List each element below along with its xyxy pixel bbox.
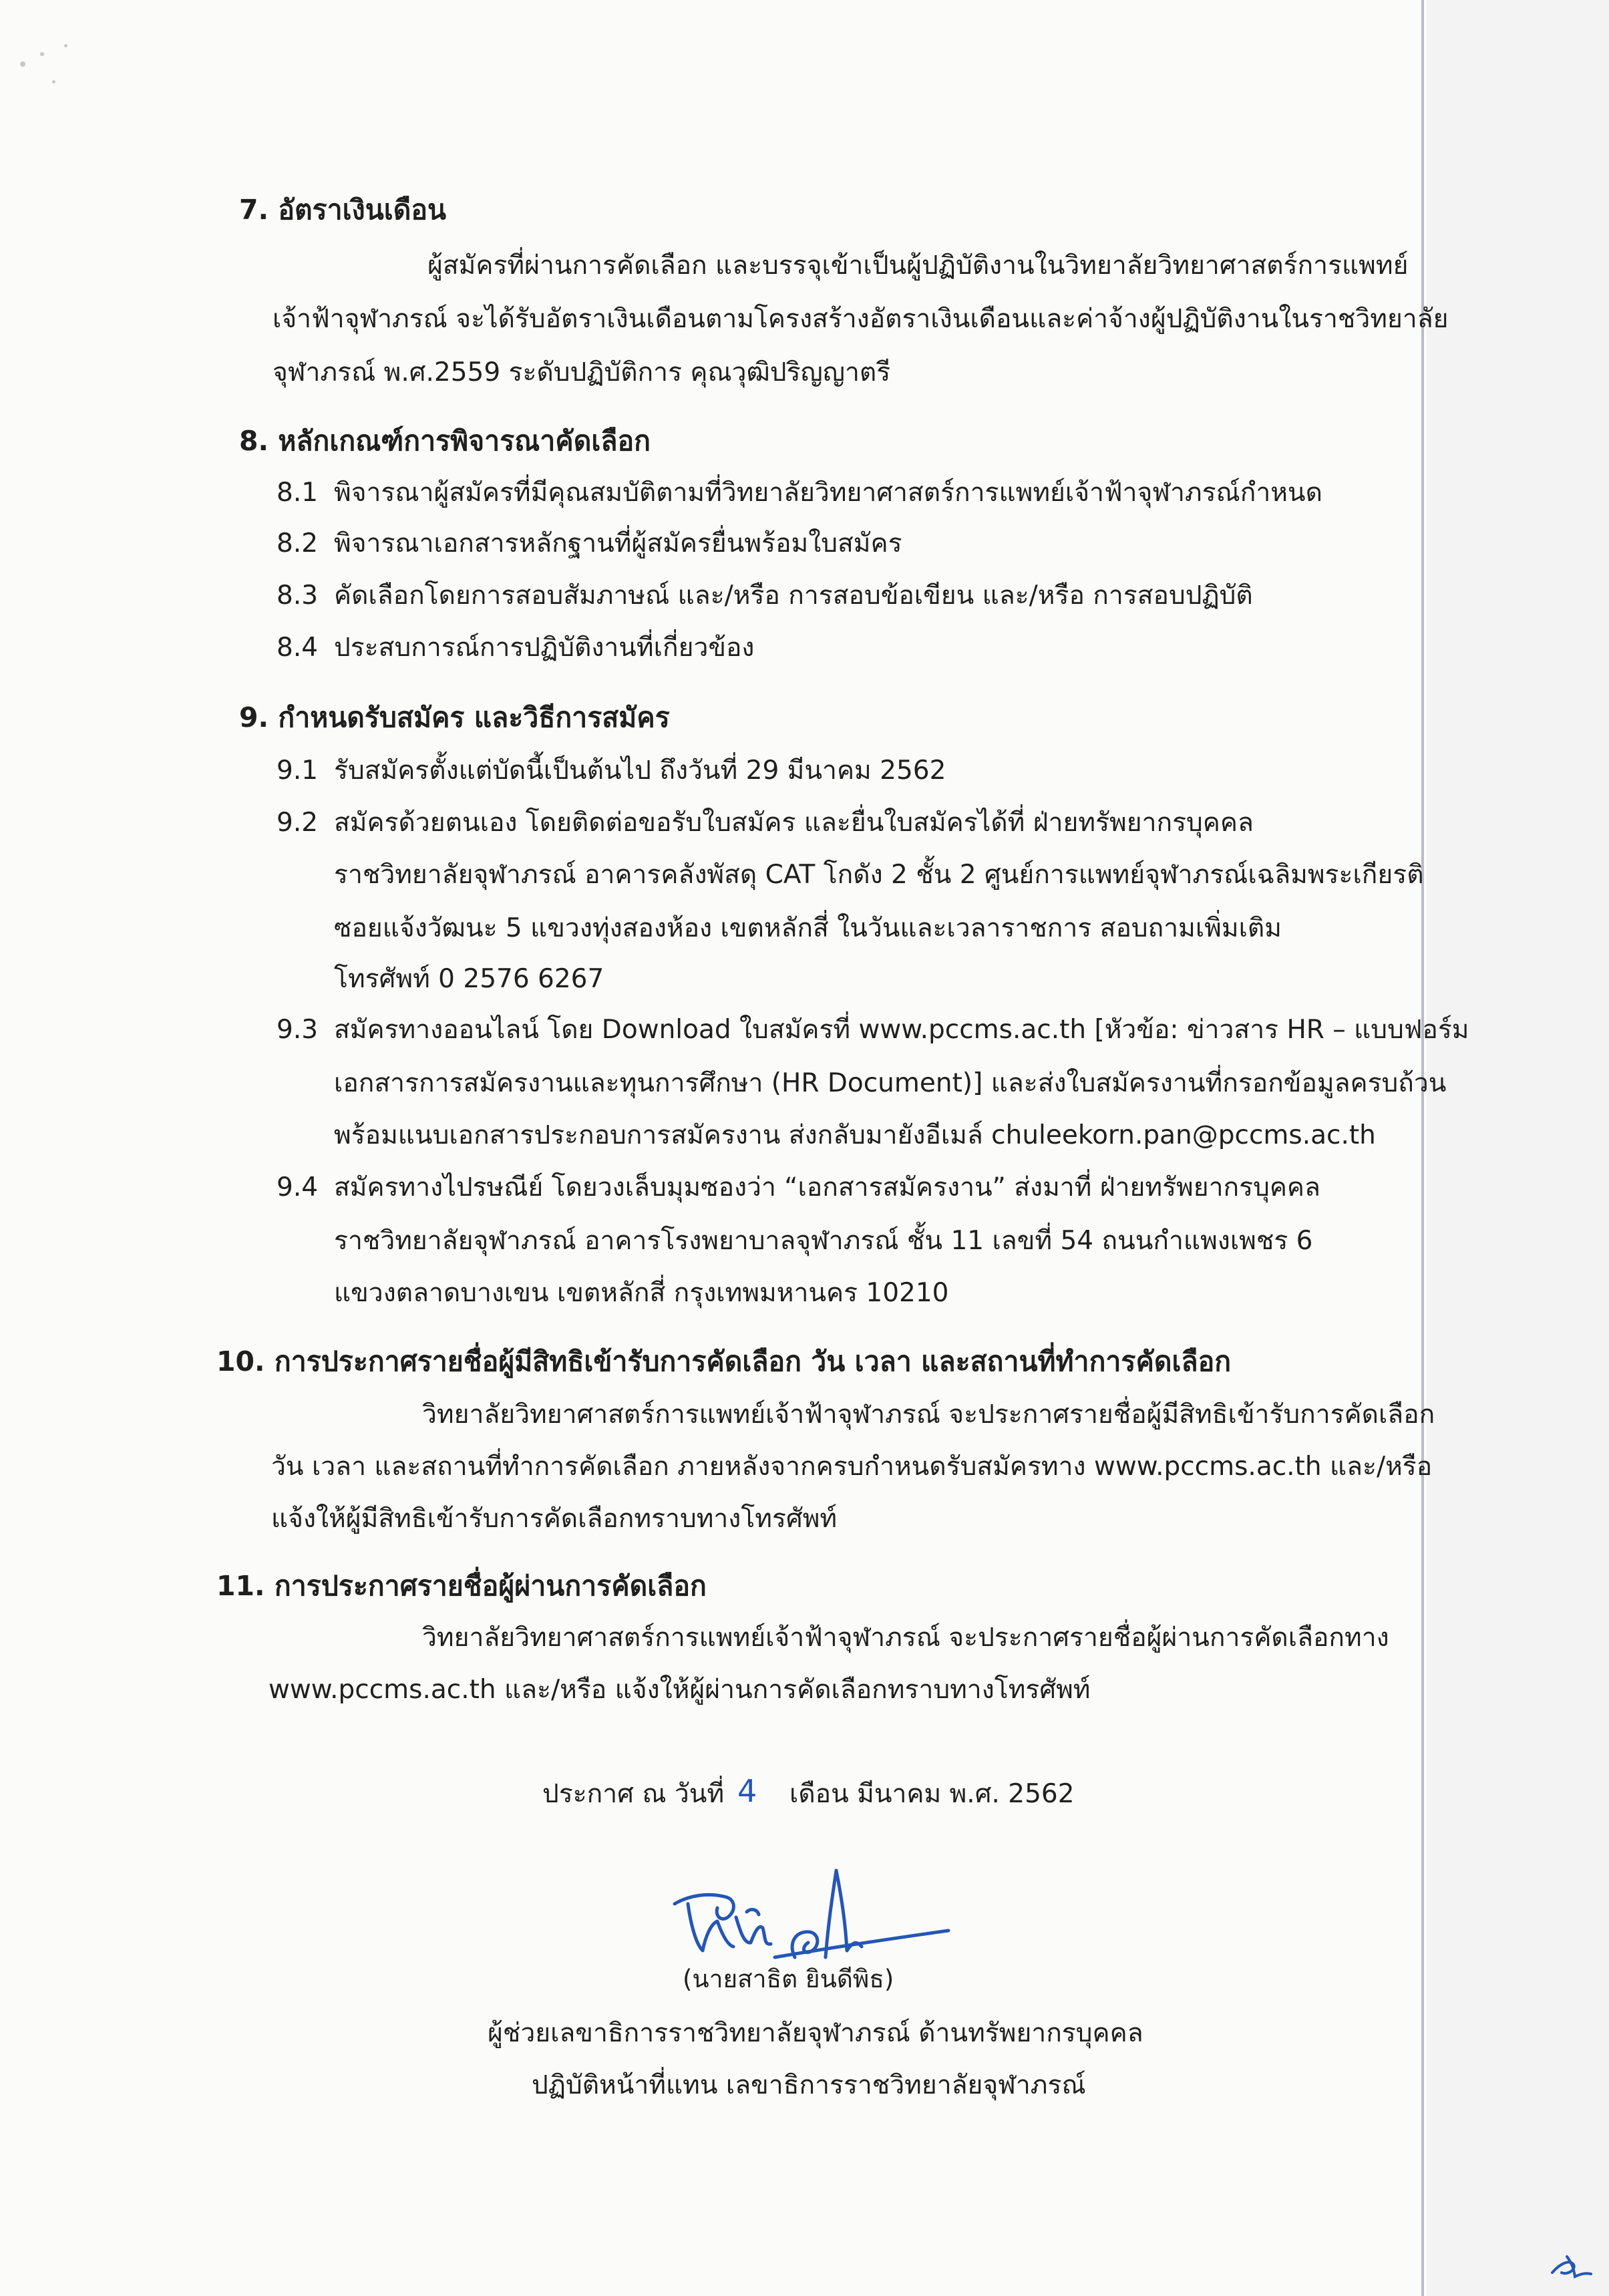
item-8-1-text: พิจารณาผู้สมัครที่มีคุณสมบัติตามที่วิทยาลัยวิทยาศาสตร์การแพทย์เจ้าฟ้าจุฬาภรณ์กำหนด [334, 478, 1322, 508]
item-9-4-number: 9.4 [277, 1172, 319, 1202]
section-11-title: 11. การประกาศรายชื่อผู้ผ่านการคัดเลือก [216, 1570, 707, 1602]
announce-prefix: ประกาศ ณ วันที่ [542, 1779, 725, 1809]
item-8-3-number: 8.3 [277, 581, 319, 611]
section-7-line-1: ผู้สมัครที่ผ่านการคัดเลือก และบรรจุเข้าเป็นผู้ปฏิบัติงานในวิทยาลัยวิทยาศาสตร์การแพทย์ [427, 251, 1409, 281]
item-9-1-line-1: รับสมัครตั้งแต่บัดนี้เป็นต้นไป ถึงวันที่ 29 มีนาคม 2562 [334, 756, 946, 786]
item-9-4-line-2: ราชวิทยาลัยจุฬาภรณ์ อาคารโรงพยาบาลจุฬาภรณ์ ชั้น 11 เลขที่ 54 ถนนกำแพงเพชร 6 [334, 1226, 1313, 1256]
section-10-line-1: วิทยาลัยวิทยาศาสตร์การแพทย์เจ้าฟ้าจุฬาภรณ์ จะประกาศรายชื่อผู้มีสิทธิเข้ารับการคัดเลือก [422, 1400, 1435, 1430]
section-7-line-2: เจ้าฟ้าจุฬาภรณ์ จะได้รับอัตราเงินเดือนตามโครงสร้างอัตราเงินเดือนและค่าจ้างผู้ปฏิบัติงานในราชวิทยาลัย [273, 304, 1449, 334]
section-10-line-3: แจ้งให้ผู้มีสิทธิเข้ารับการคัดเลือกทราบทางโทรศัพท์ [271, 1504, 838, 1534]
item-9-3-line-1: สมัครทางออนไลน์ โดย Download ใบสมัครที่ www.pccms.ac.th [หัวข้อ: ข่าวสาร HR – แบบฟอร์ม [334, 1015, 1469, 1045]
item-8-1-number: 8.1 [277, 478, 319, 508]
section-11-line-2: www.pccms.ac.th และ/หรือ แจ้งให้ผู้ผ่านการคัดเลือกทราบทางโทรศัพท์ [269, 1675, 1091, 1705]
section-10-title: 10. การประกาศรายชื่อผู้มีสิทธิเข้ารับการคัดเลือก วัน เวลา และสถานที่ทำการคัดเลือก [216, 1345, 1232, 1377]
scan-speck [64, 44, 67, 47]
section-11-line-1: วิทยาลัยวิทยาศาสตร์การแพทย์เจ้าฟ้าจุฬาภรณ์ จะประกาศรายชื่อผู้ผ่านการคัดเลือกทาง [422, 1623, 1389, 1653]
item-9-3-number: 9.3 [277, 1015, 319, 1045]
page-edge-shadow [1427, 0, 1609, 2296]
item-8-4-number: 8.4 [277, 633, 319, 663]
section-7-line-3: จุฬาภรณ์ พ.ศ.2559 ระดับปฏิบัติการ คุณวุฒิปริญญาตรี [273, 357, 891, 387]
signatory-position-2: ปฏิบัติหน้าที่แทน เลขาธิการราชวิทยาลัยจุฬาภรณ์ [532, 2070, 1086, 2100]
item-9-1-number: 9.1 [277, 756, 319, 786]
item-9-3-line-3: พร้อมแนบเอกสารประกอบการสมัครงาน ส่งกลับมายังอีเมล์ chuleekorn.pan@pccms.ac.th [334, 1120, 1376, 1150]
item-9-3-line-2: เอกสารการสมัครงานและทุนการศึกษา (HR Document)] และส่งใบสมัครงานที่กรอกข้อมูลครบถ้วน [334, 1068, 1447, 1098]
item-8-4-text: ประสบการณ์การปฏิบัติงานที่เกี่ยวข้อง [334, 633, 755, 663]
item-8-3-text: คัดเลือกโดยการสอบสัมภาษณ์ และ/หรือ การสอบข้อเขียน และ/หรือ การสอบปฏิบัติ [334, 581, 1253, 611]
section-10-line-2: วัน เวลา และสถานที่ทำการคัดเลือก ภายหลังจากครบกำหนดรับสมัครทาง www.pccms.ac.th และ/หรือ [271, 1452, 1433, 1482]
section-8-title: 8. หลักเกณฑ์การพิจารณาคัดเลือก [239, 425, 651, 457]
initial-mark-handwritten [1547, 2250, 1595, 2282]
item-8-2-text: พิจารณาเอกสารหลักฐานที่ผู้สมัครยื่นพร้อมใบสมัคร [334, 528, 902, 558]
item-9-2-line-4: โทรศัพท์ 0 2576 6267 [334, 964, 604, 994]
section-7-title: 7. อัตราเงินเดือน [239, 194, 447, 226]
page-edge-line [1421, 0, 1424, 2296]
item-9-2-line-2: ราชวิทยาลัยจุฬาภรณ์ อาคารคลังพัสดุ CAT โกดัง 2 ชั้น 2 ศูนย์การแพทย์จุฬาภรณ์เฉลิมพระเกียรติ [334, 860, 1424, 890]
signatory-name: (นายสาธิต ยินดีพิธ) [683, 1965, 894, 1993]
announce-suffix: เดือน มีนาคม พ.ศ. 2562 [789, 1779, 1075, 1809]
item-9-2-line-1: สมัครด้วยตนเอง โดยติดต่อขอรับใบสมัคร และยื่นใบสมัครได้ที่ ฝ่ายทรัพยากรบุคคล [334, 808, 1254, 838]
scan-speck [20, 61, 25, 67]
scan-speck [40, 52, 44, 56]
section-9-title: 9. กำหนดรับสมัคร และวิธีการสมัคร [239, 701, 670, 733]
item-9-2-line-3: ซอยแจ้งวัฒนะ 5 แขวงทุ่งสองห้อง เขตหลักสี่ ในวันและเวลาราชการ สอบถามเพิ่มเติม [334, 913, 1282, 943]
signatory-position-1: ผู้ช่วยเลขาธิการราชวิทยาลัยจุฬาภรณ์ ด้านทรัพยากรบุคคล [488, 2018, 1143, 2048]
item-9-4-line-1: สมัครทางไปรษณีย์ โดยวงเล็บมุมซองว่า “เอกสารสมัครงาน” ส่งมาที่ ฝ่ายทรัพยากรบุคคล [334, 1172, 1320, 1202]
scan-speck [52, 80, 55, 84]
item-9-4-line-3: แขวงตลาดบางเขน เขตหลักสี่ กรุงเทพมหานคร 10210 [334, 1278, 949, 1308]
announce-day-handwritten: 4 [737, 1773, 757, 1809]
item-8-2-number: 8.2 [277, 528, 319, 558]
item-9-2-number: 9.2 [277, 808, 319, 838]
